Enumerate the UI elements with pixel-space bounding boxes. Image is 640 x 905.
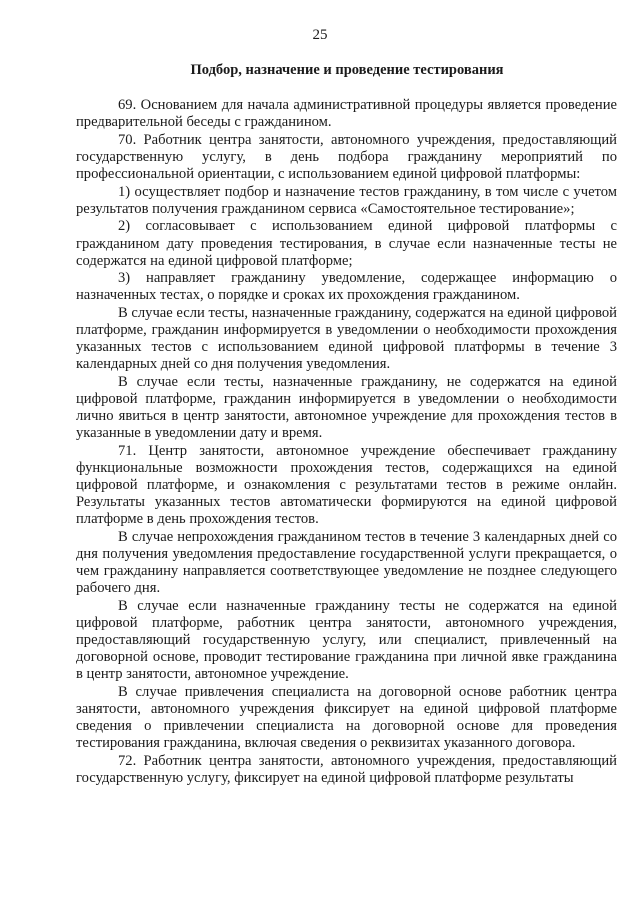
paragraph-70-item-1: 1) осуществляет подбор и назначение тестов гражданину, в том числе с учетом результатов получения гражданином сервиса «Самостоятельное тестирование»; bbox=[76, 183, 617, 217]
paragraph-tests-on-platform: В случае если тесты, назначенные гражданину, содержатся на единой цифровой платформе, гражданин информируется в уведомлении о необходимости прохождения указанных тестов с использованием единой цифровой платформы в течение 3 календарных дней со дня получения уведомления. bbox=[76, 305, 617, 373]
document-body bbox=[76, 97, 617, 788]
section-title: Подбор, назначение и проведение тестирования bbox=[190, 62, 504, 78]
paragraph-non-completion: В случае непрохождения гражданином тестов в течение 3 календарных дней со дня получения уведомления предоставление государственной услуги прекращается, о чем гражданину направляется соответствующее уведомление не позднее следующего рабочего дня. bbox=[76, 529, 617, 597]
paragraph-69: 69. Основанием для начала административной процедуры является проведение предварительной беседы с гражданином. bbox=[76, 97, 617, 131]
paragraph-70: 70. Работник центра занятости, автономного учреждения, предоставляющий государственную услугу, в день подбора гражданину мероприятий по профессиональной ориентации, с использованием единой цифровой платформы: bbox=[76, 131, 617, 182]
page-number: 25 bbox=[312, 27, 328, 43]
paragraph-72: 72. Работник центра занятости, автономного учреждения, предоставляющий государственную услугу, фиксирует на единой цифровой платформе результаты bbox=[76, 753, 617, 787]
paragraph-70-item-2: 2) согласовывает с использованием единой цифровой платформы с гражданином дату проведения тестирования, в случае если назначенные тесты не содержатся на единой цифровой платформе; bbox=[76, 218, 617, 269]
paragraph-in-person-testing: В случае если назначенные гражданину тесты не содержатся на единой цифровой платформе, работник центра занятости, автономного учреждения, предоставляющий государственную услугу, или специалист, привлеченный на договорной основе, проводит тестирование гражданина при личной явке гражданина в центр занятости, автономное учреждение. bbox=[76, 598, 617, 683]
paragraph-contract-specialist: В случае привлечения специалиста на договорной основе работник центра занятости, автономного учреждения фиксирует на единой цифровой платформе сведения о привлечении специалиста на договорной основе для проведения тестирования гражданина, включая сведения о реквизитах указанного договора. bbox=[76, 684, 617, 752]
paragraph-tests-not-on-platform: В случае если тесты, назначенные гражданину, не содержатся на единой цифровой платформе, гражданин информируется в уведомлении о необходимости лично явиться в центр занятости, автономное учреждение для прохождения тестов в указанные в уведомлении дату и время. bbox=[76, 374, 617, 442]
paragraph-70-item-3: 3) направляет гражданину уведомление, содержащее информацию о назначенных тестах, о порядке и сроках их прохождения гражданином. bbox=[76, 270, 617, 304]
paragraph-71: 71. Центр занятости, автономное учреждение обеспечивает гражданину функциональные возможности прохождения тестов, содержащихся на единой цифровой платформе, и ознакомления с результатами тестов в режиме онлайн. Результаты указанных тестов автоматически формируются на единой цифровой платформе в день прохождения тестов. bbox=[76, 443, 617, 528]
